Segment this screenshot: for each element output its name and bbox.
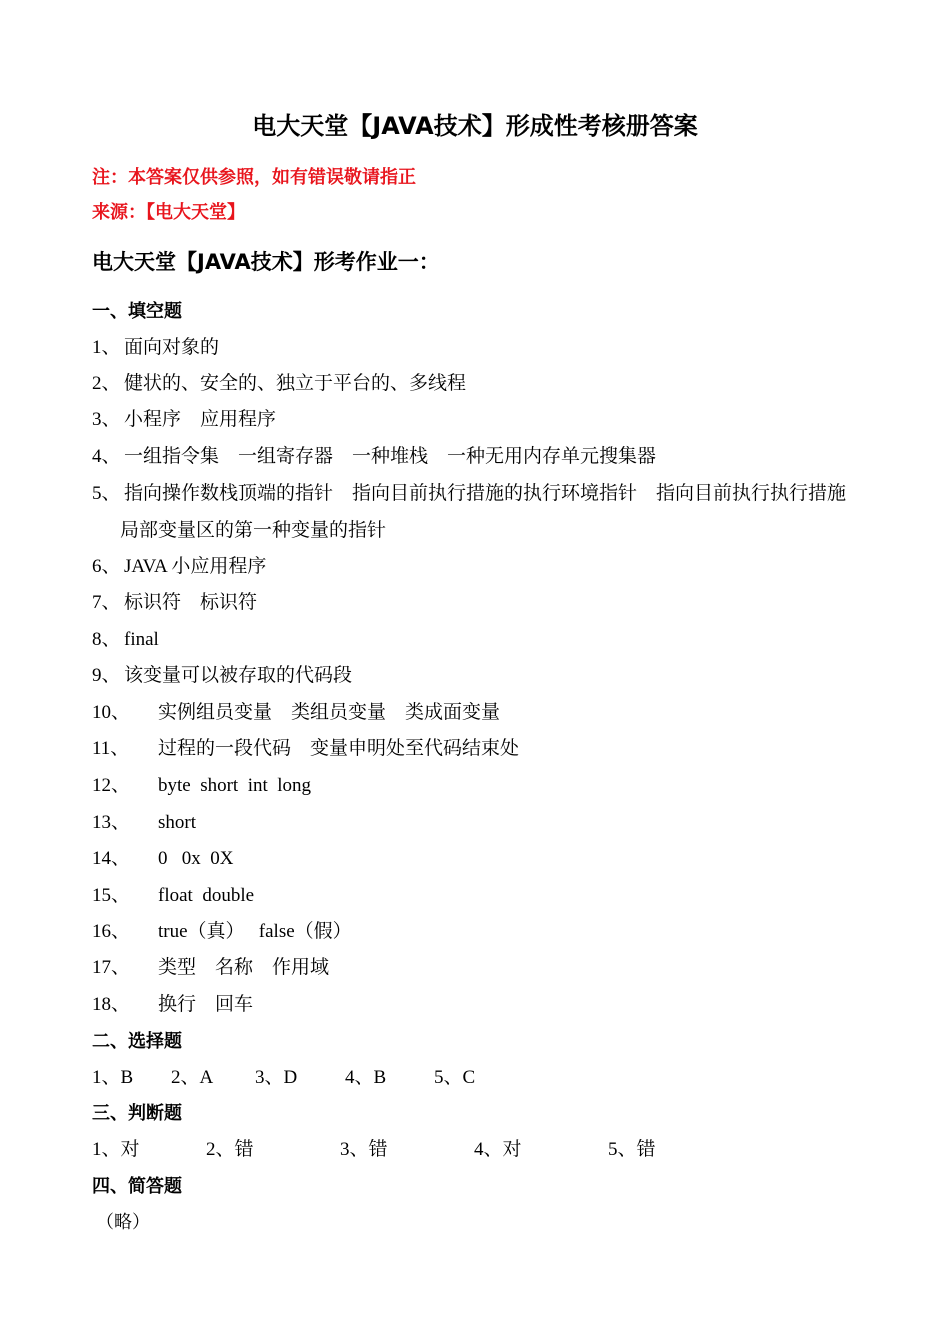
judge-answer-2: 2、错 <box>206 1139 254 1160</box>
fill-answer-15 <box>92 883 254 909</box>
fill-answer-3 <box>92 407 276 433</box>
item-number: 18、 <box>92 994 131 1015</box>
answer-text: 0 0x 0X <box>158 848 234 869</box>
item-number: 16、 <box>92 921 131 942</box>
item-number: 10、 <box>92 702 131 723</box>
answer-text: 健状的、安全的、独立于平台的、多线程 <box>124 373 467 394</box>
item-number: 12、 <box>92 775 131 796</box>
answer-text: 标识符 标识符 <box>124 592 258 613</box>
fill-answer-9 <box>92 663 352 689</box>
judge-answer-3: 3、错 <box>340 1139 388 1160</box>
source-note: 来源：【电大天堂】 <box>92 202 245 223</box>
fill-answer-17 <box>92 955 329 981</box>
answer-text: 局部变量区的第一种变量的指针 <box>120 520 387 541</box>
answer-text: float double <box>158 885 255 906</box>
item-number: 1、 <box>92 337 121 358</box>
fill-answer-14 <box>92 846 233 872</box>
item-number: 11、 <box>92 738 130 759</box>
answer-text: 过程的一段代码 变量申明处至代码结束处 <box>158 738 520 759</box>
answer-text: 换行 回车 <box>158 994 254 1015</box>
section-fill-blank: 一、填空题 <box>92 301 182 322</box>
fill-answer-4 <box>92 444 656 470</box>
fill-answer-1 <box>92 335 219 361</box>
item-number: 5、 <box>92 483 121 504</box>
fill-answer-11 <box>92 736 519 762</box>
section-true-false: 三、判断题 <box>92 1103 182 1124</box>
answer-text: 实例组员变量 类组员变量 类成面变量 <box>158 702 501 723</box>
document-title: 电大天堂【JAVA技术】形成性考核册答案 <box>252 112 698 140</box>
fill-answer-7 <box>92 590 257 616</box>
judge-answer-5: 5、错 <box>608 1139 656 1160</box>
disclaimer-note: 注：本答案仅供参照，如有错误敬请指正 <box>92 167 416 188</box>
judge-answer-4: 4、对 <box>474 1139 522 1160</box>
answer-text: 面向对象的 <box>124 337 220 358</box>
fill-answer-6 <box>92 554 266 580</box>
item-number: 13、 <box>92 812 131 833</box>
item-number: 2、 <box>92 373 121 394</box>
item-number: 17、 <box>92 957 131 978</box>
answer-text: final <box>124 629 159 650</box>
fill-answer-18 <box>92 992 253 1018</box>
fill-answer-13 <box>92 810 196 836</box>
item-number: 4、 <box>92 446 121 467</box>
item-number: 8、 <box>92 629 121 650</box>
fill-answer-12 <box>92 773 311 799</box>
choice-answer-2: 2、A <box>171 1067 214 1088</box>
choice-answer-4: 4、B <box>345 1067 387 1088</box>
item-number: 6、 <box>92 556 121 577</box>
section-multiple-choice: 二、选择题 <box>92 1031 182 1052</box>
answer-text: short <box>158 812 196 833</box>
fill-answer-10 <box>92 700 500 726</box>
answer-text: 该变量可以被存取的代码段 <box>124 665 353 686</box>
answer-text: 指向操作数栈顶端的指针 指向目前执行措施的执行环境指针 指向目前执行执行措施 <box>124 483 847 504</box>
choice-answer-3: 3、D <box>255 1067 298 1088</box>
item-number: 15、 <box>92 885 131 906</box>
assignment-heading: 电大天堂【JAVA技术】形考作业一： <box>92 250 440 274</box>
fill-answer-5 <box>92 481 846 507</box>
answer-text: 类型 名称 作用域 <box>158 957 330 978</box>
item-number: 9、 <box>92 665 121 686</box>
answer-text: 小程序 应用程序 <box>124 409 277 430</box>
section-short-answer: 四、简答题 <box>92 1176 182 1197</box>
short-answer-omitted: （略） <box>96 1212 150 1232</box>
fill-answer-8 <box>92 627 159 653</box>
choice-answer-1: 1、B <box>92 1067 134 1088</box>
judge-answer-1: 1、对 <box>92 1139 140 1160</box>
choice-answer-5: 5、C <box>434 1067 476 1088</box>
item-number: 14、 <box>92 848 131 869</box>
answer-text: JAVA 小应用程序 <box>124 556 267 577</box>
answer-text: byte short int long <box>158 775 312 796</box>
fill-answer-2 <box>92 371 466 397</box>
answer-text: 一组指令集 一组寄存器 一种堆栈 一种无用内存单元搜集器 <box>124 446 657 467</box>
answer-text: true（真） false（假） <box>158 921 352 942</box>
fill-answer-5-continued <box>120 518 386 544</box>
item-number: 7、 <box>92 592 121 613</box>
item-number: 3、 <box>92 409 121 430</box>
fill-answer-16 <box>92 919 352 945</box>
